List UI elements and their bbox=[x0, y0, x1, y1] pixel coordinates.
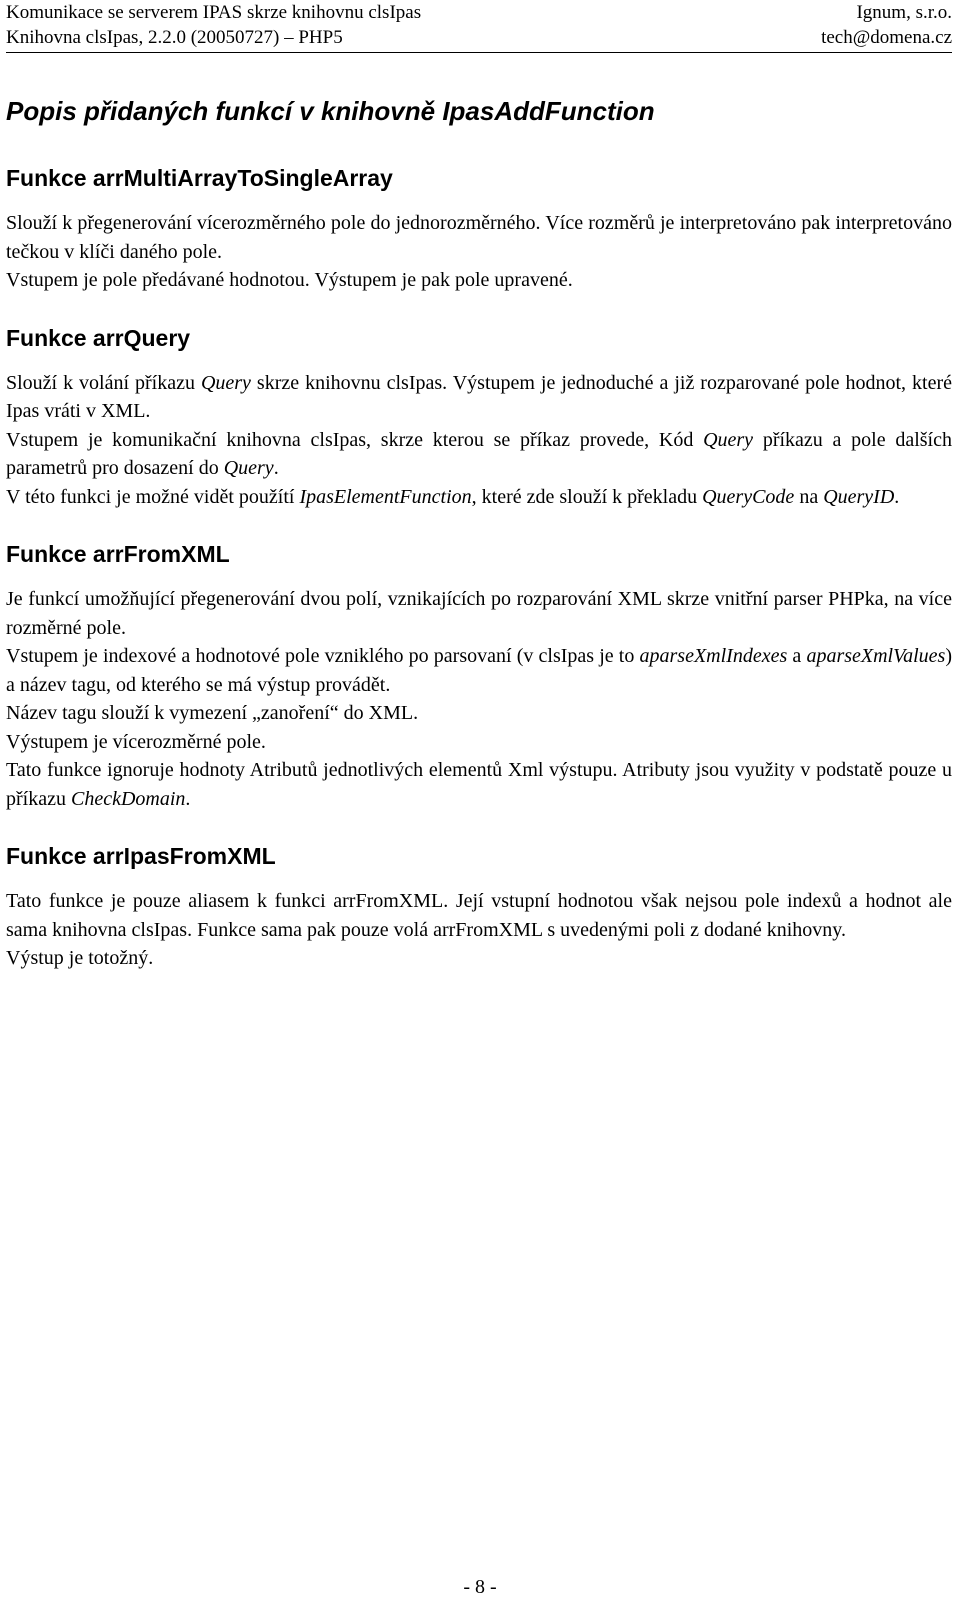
page-content bbox=[6, 90, 952, 973]
section-heading-arrquery: Funkce arrQuery bbox=[6, 324, 191, 351]
header-document-title: Komunikace se serverem IPAS skrze knihovnu clsIpas bbox=[6, 2, 422, 23]
paragraph: Tato funkce ignoruje hodnoty Atributů jednotlivých elementů Xml výstupu. Atributy jsou využity v podstatě pouze u příkazu CheckDomain. bbox=[6, 759, 952, 810]
paragraph: Je funkcí umožňující přegenerování dvou polí, vznikajících po rozparování XML skrze vnitřní parser PHPka, na více rozměrné pole. bbox=[6, 588, 952, 639]
paragraph: Slouží k volání příkazu Query skrze knihovnu clsIpas. Výstupem je jednoduché a již rozparované pole hodnot, které Ipas vráti v XML. bbox=[6, 371, 952, 422]
section-heading-arrfromxml: Funkce arrFromXML bbox=[6, 541, 230, 567]
header-company: Ignum, s.r.o. bbox=[856, 2, 952, 23]
page-number: - 8 - bbox=[463, 1576, 497, 1598]
paragraph: Slouží k přegenerování vícerozměrného pole do jednorozměrného. Více rozměrů je interpretováno pak interpretováno tečkou v klíči daného pole. bbox=[6, 212, 952, 263]
section-heading-arrmultiarraytosinglearray: Funkce arrMultiArrayToSingleArray bbox=[6, 165, 393, 191]
paragraph: Název tagu slouží k vymezení „zanoření“ do XML. bbox=[6, 702, 419, 724]
section-heading-arripasfromxml: Funkce arrIpasFromXML bbox=[6, 843, 276, 869]
paragraph: Tato funkce je pouze aliasem k funkci arrFromXML. Její vstupní hodnotou však nejsou pole indexů a hodnot ale sama knihovna clsIpas. Funkce sama pak pouze volá arrFromXML s uvedenými poli z dodané knihovny. bbox=[6, 890, 952, 941]
header-row-2 bbox=[6, 25, 952, 50]
header-divider bbox=[6, 52, 952, 53]
paragraph: Vstupem je indexové a hodnotové pole vzniklého po parsovaní (v clsIpas je to aparseXmlIndexes a aparseXmlValues) a název tagu, od kterého se má výstup provádět. bbox=[6, 645, 952, 696]
paragraph: Výstupem je vícerozměrné pole. bbox=[6, 730, 266, 753]
paragraph: V této funkci je možné vidět použítí IpasElementFunction, které zde slouží k překladu QueryCode na QueryID. bbox=[6, 485, 900, 508]
paragraph: Výstup je totožný. bbox=[6, 947, 154, 969]
header-email: tech@domena.cz bbox=[821, 27, 952, 48]
page-header bbox=[6, 0, 952, 50]
header-row-1 bbox=[6, 0, 952, 25]
document-title: Popis přidaných funkcí v knihovně IpasAddFunction bbox=[6, 96, 655, 126]
header-library-version: Knihovna clsIpas, 2.2.0 (20050727) – PHP5 bbox=[6, 27, 343, 48]
paragraph: Vstupem je pole předávané hodnotou. Výstupem je pak pole upravené. bbox=[6, 269, 573, 291]
paragraph: Vstupem je komunikační knihovna clsIpas, skrze kterou se příkaz provede, Kód Query příkazu a pole dalších parametrů pro dosazení do Query. bbox=[6, 428, 952, 479]
